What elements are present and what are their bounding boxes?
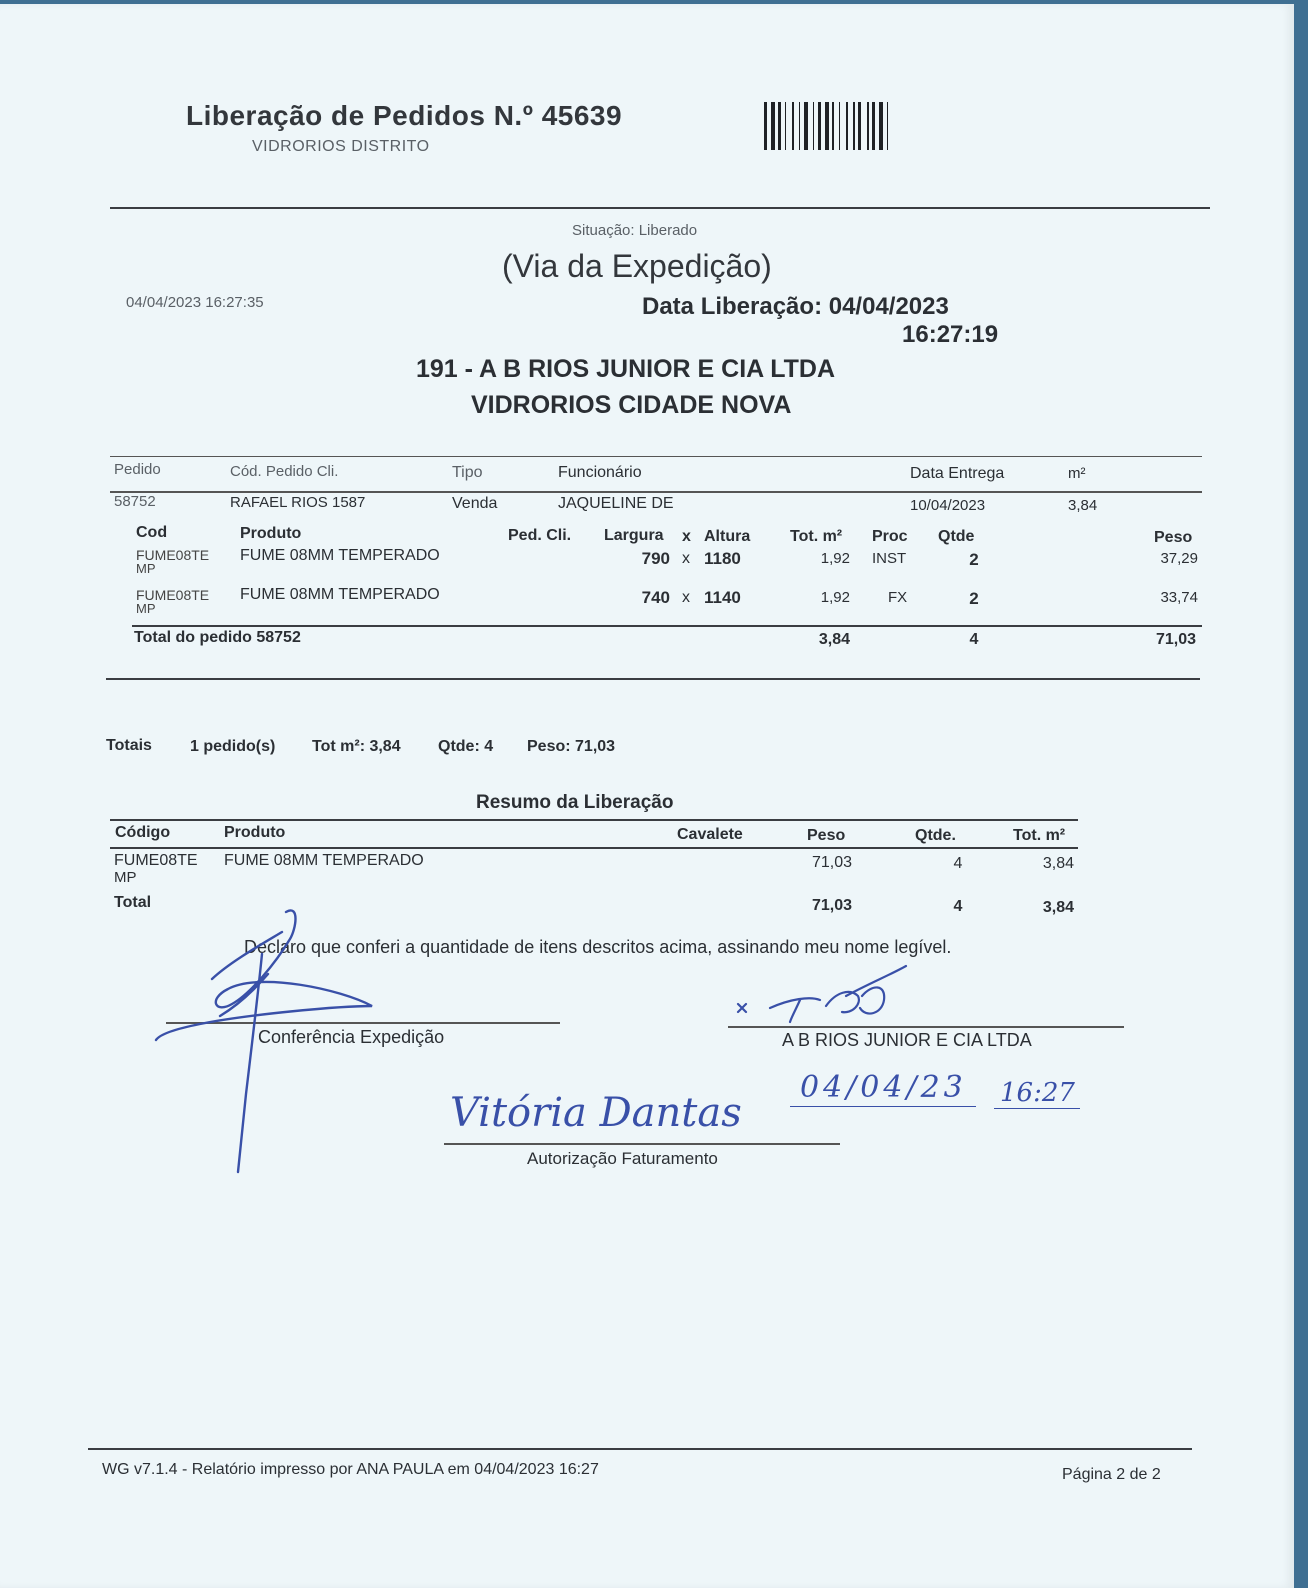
barcode-bar [785,102,786,150]
items-col-x: x [682,528,691,545]
barcode-bar [887,102,888,150]
sig-label-autorizacao: Autorização Faturamento [527,1149,718,1168]
summary-total-qtde: 4 [953,898,963,915]
document-page [0,4,1294,1588]
item-x: x [682,550,690,567]
summary-header-line [110,847,1078,849]
summary-tot-m2: 3,84 [1042,855,1074,872]
order-cod-cli-value: RAFAEL RIOS 1587 [230,494,366,511]
barcode-bar [804,102,808,150]
item-qtde: 2 [969,550,979,569]
header-divider [110,207,1210,209]
item-peso: 33,74 [1160,589,1198,606]
summary-total-tot-m2: 3,84 [1042,899,1074,916]
item-largura: 740 [641,588,670,607]
col-data-entrega: Data Entrega [910,465,1005,482]
summary-qtde: 4 [953,855,963,872]
totals-label: Totais [106,737,152,754]
sig-line-conferencia [166,1022,560,1024]
barcode-bar [879,102,883,150]
barcode-bar [839,102,840,150]
item-cod: FUME08TE [136,547,210,563]
item-largura: 790 [641,549,670,568]
sig-label-company: A B RIOS JUNIOR E CIA LTDA [782,1030,1032,1050]
barcode-bar [853,102,855,150]
item-produto: FUME 08MM TEMPERADO [240,586,440,603]
summary-col-qtde: Qtde. [915,827,956,844]
totals-qtde: Qtde: 4 [438,738,494,755]
document-subtitle: VIDRORIOS DISTRITO [252,138,430,155]
order-total-m2: 3,84 [818,631,850,648]
items-col-qtde: Qtde [938,528,975,545]
totals-peso: Peso: 71,03 [527,738,616,755]
barcode-bar [867,102,869,150]
barcode-bar [778,102,781,150]
item-cod-suffix: MP [136,601,156,616]
item-tot-m2: 1,92 [820,589,850,606]
document-title: Liberação de Pedidos N.º 45639 [186,100,623,131]
barcode-bar [832,102,834,150]
col-tipo: Tipo [452,464,483,481]
order-total-qtde: 4 [969,631,979,648]
summary-col-produto: Produto [224,824,286,841]
item-peso: 37,29 [1160,550,1198,567]
item-cod-suffix: MP [136,561,156,576]
summary-produto: FUME 08MM TEMPERADO [224,852,424,869]
barcode-bar [764,102,767,150]
order-data-entrega-value: 10/04/2023 [910,497,986,514]
order-total-peso: 71,03 [1155,631,1196,648]
summary-cod: FUME08TE [114,852,198,869]
order-tipo-value: Venda [452,495,498,512]
items-col-cod: Cod [136,524,168,541]
item-qtde: 2 [969,589,979,608]
summary-top-line [110,819,1078,821]
status-text: Situação: Liberado [572,222,698,239]
barcode-bar [813,102,814,150]
item-cod: FUME08TE [136,587,210,603]
item-produto: FUME 08MM TEMPERADO [240,547,440,564]
order-total-label: Total do pedido 58752 [134,629,301,646]
sig-line-company [728,1026,1124,1028]
summary-total-label: Total [114,894,152,911]
col-m2: m² [1068,465,1086,482]
barcode-bar [771,102,775,150]
summary-total-peso: 71,03 [811,897,852,914]
item-altura: 1180 [704,549,741,568]
summary-col-codigo: Código [115,824,171,841]
order-m2-value: 3,84 [1068,497,1098,514]
branch-name: VIDRORIOS CIDADE NOVA [471,391,792,419]
item-proc: FX [888,589,908,606]
col-funcionario: Funcionário [558,464,642,481]
barcode-bar [792,102,794,150]
items-col-peso: Peso [1154,529,1193,546]
totals-pedidos: 1 pedido(s) [190,738,276,755]
col-pedido: Pedido [114,461,161,478]
handwritten-date-underline [790,1106,976,1107]
summary-peso: 71,03 [811,854,852,871]
col-cod-pedido-cli: Cód. Pedido Cli. [230,463,339,480]
barcode-bar [825,102,829,150]
barcode-bar [818,102,821,150]
items-col-produto: Produto [240,525,302,542]
barcode-bar [858,102,861,150]
barcode [0,4,1294,204]
footer-line [88,1448,1192,1450]
items-col-largura: Largura [604,527,664,544]
handwritten-time-underline [994,1108,1080,1109]
items-total-line [132,625,1202,627]
barcode-bar [872,102,875,150]
footer-page-number: Página 2 de 2 [1062,1466,1161,1483]
order-header-line [110,491,1202,493]
summary-col-tot-m2: Tot. m² [1013,827,1066,844]
release-time: 16:27:19 [902,321,999,348]
item-altura: 1140 [704,588,741,607]
sig-label-conferencia: Conferência Expedição [258,1027,445,1047]
sig-line-autorizacao [444,1143,840,1145]
items-col-proc: Proc [872,528,908,545]
company-name: 191 - A B RIOS JUNIOR E CIA LTDA [416,355,836,383]
barcode-bar [799,102,800,150]
order-top-line [110,456,1202,457]
order-funcionario-value: JAQUELINE DE [558,495,674,512]
declaration-text: Declaro que conferi a quantidade de itens descritos acima, assinando meu nome legível. [244,937,952,957]
release-date: Data Liberação: 04/04/2023 [642,293,949,320]
order-bottom-line [106,678,1200,680]
items-col-ped-cli: Ped. Cli. [508,527,572,544]
via-heading: (Via da Expedição) [502,248,772,284]
print-timestamp: 04/04/2023 16:27:35 [126,294,264,311]
item-tot-m2: 1,92 [820,550,850,567]
summary-col-peso: Peso [807,827,846,844]
items-col-tot-m2: Tot. m² [790,528,843,545]
barcode-bar [846,102,848,150]
handwritten-date: 04/04/23 [800,1070,967,1105]
signature-autorizacao: Vitória Dantas [450,1090,742,1136]
summary-col-cavalete: Cavalete [677,826,743,843]
footer-print-info: WG v7.1.4 - Relatório impresso por ANA PAULA em 04/04/2023 16:27 [102,1461,599,1478]
summary-title: Resumo da Liberação [476,792,674,813]
handwritten-time: 16:27 [1000,1078,1075,1108]
item-proc: INST [872,550,907,567]
totals-tot-m2: Tot m²: 3,84 [312,738,401,755]
summary-cod-suffix: MP [114,869,137,886]
order-pedido-value: 58752 [114,493,156,510]
item-x: x [682,589,690,606]
items-col-altura: Altura [704,528,751,545]
